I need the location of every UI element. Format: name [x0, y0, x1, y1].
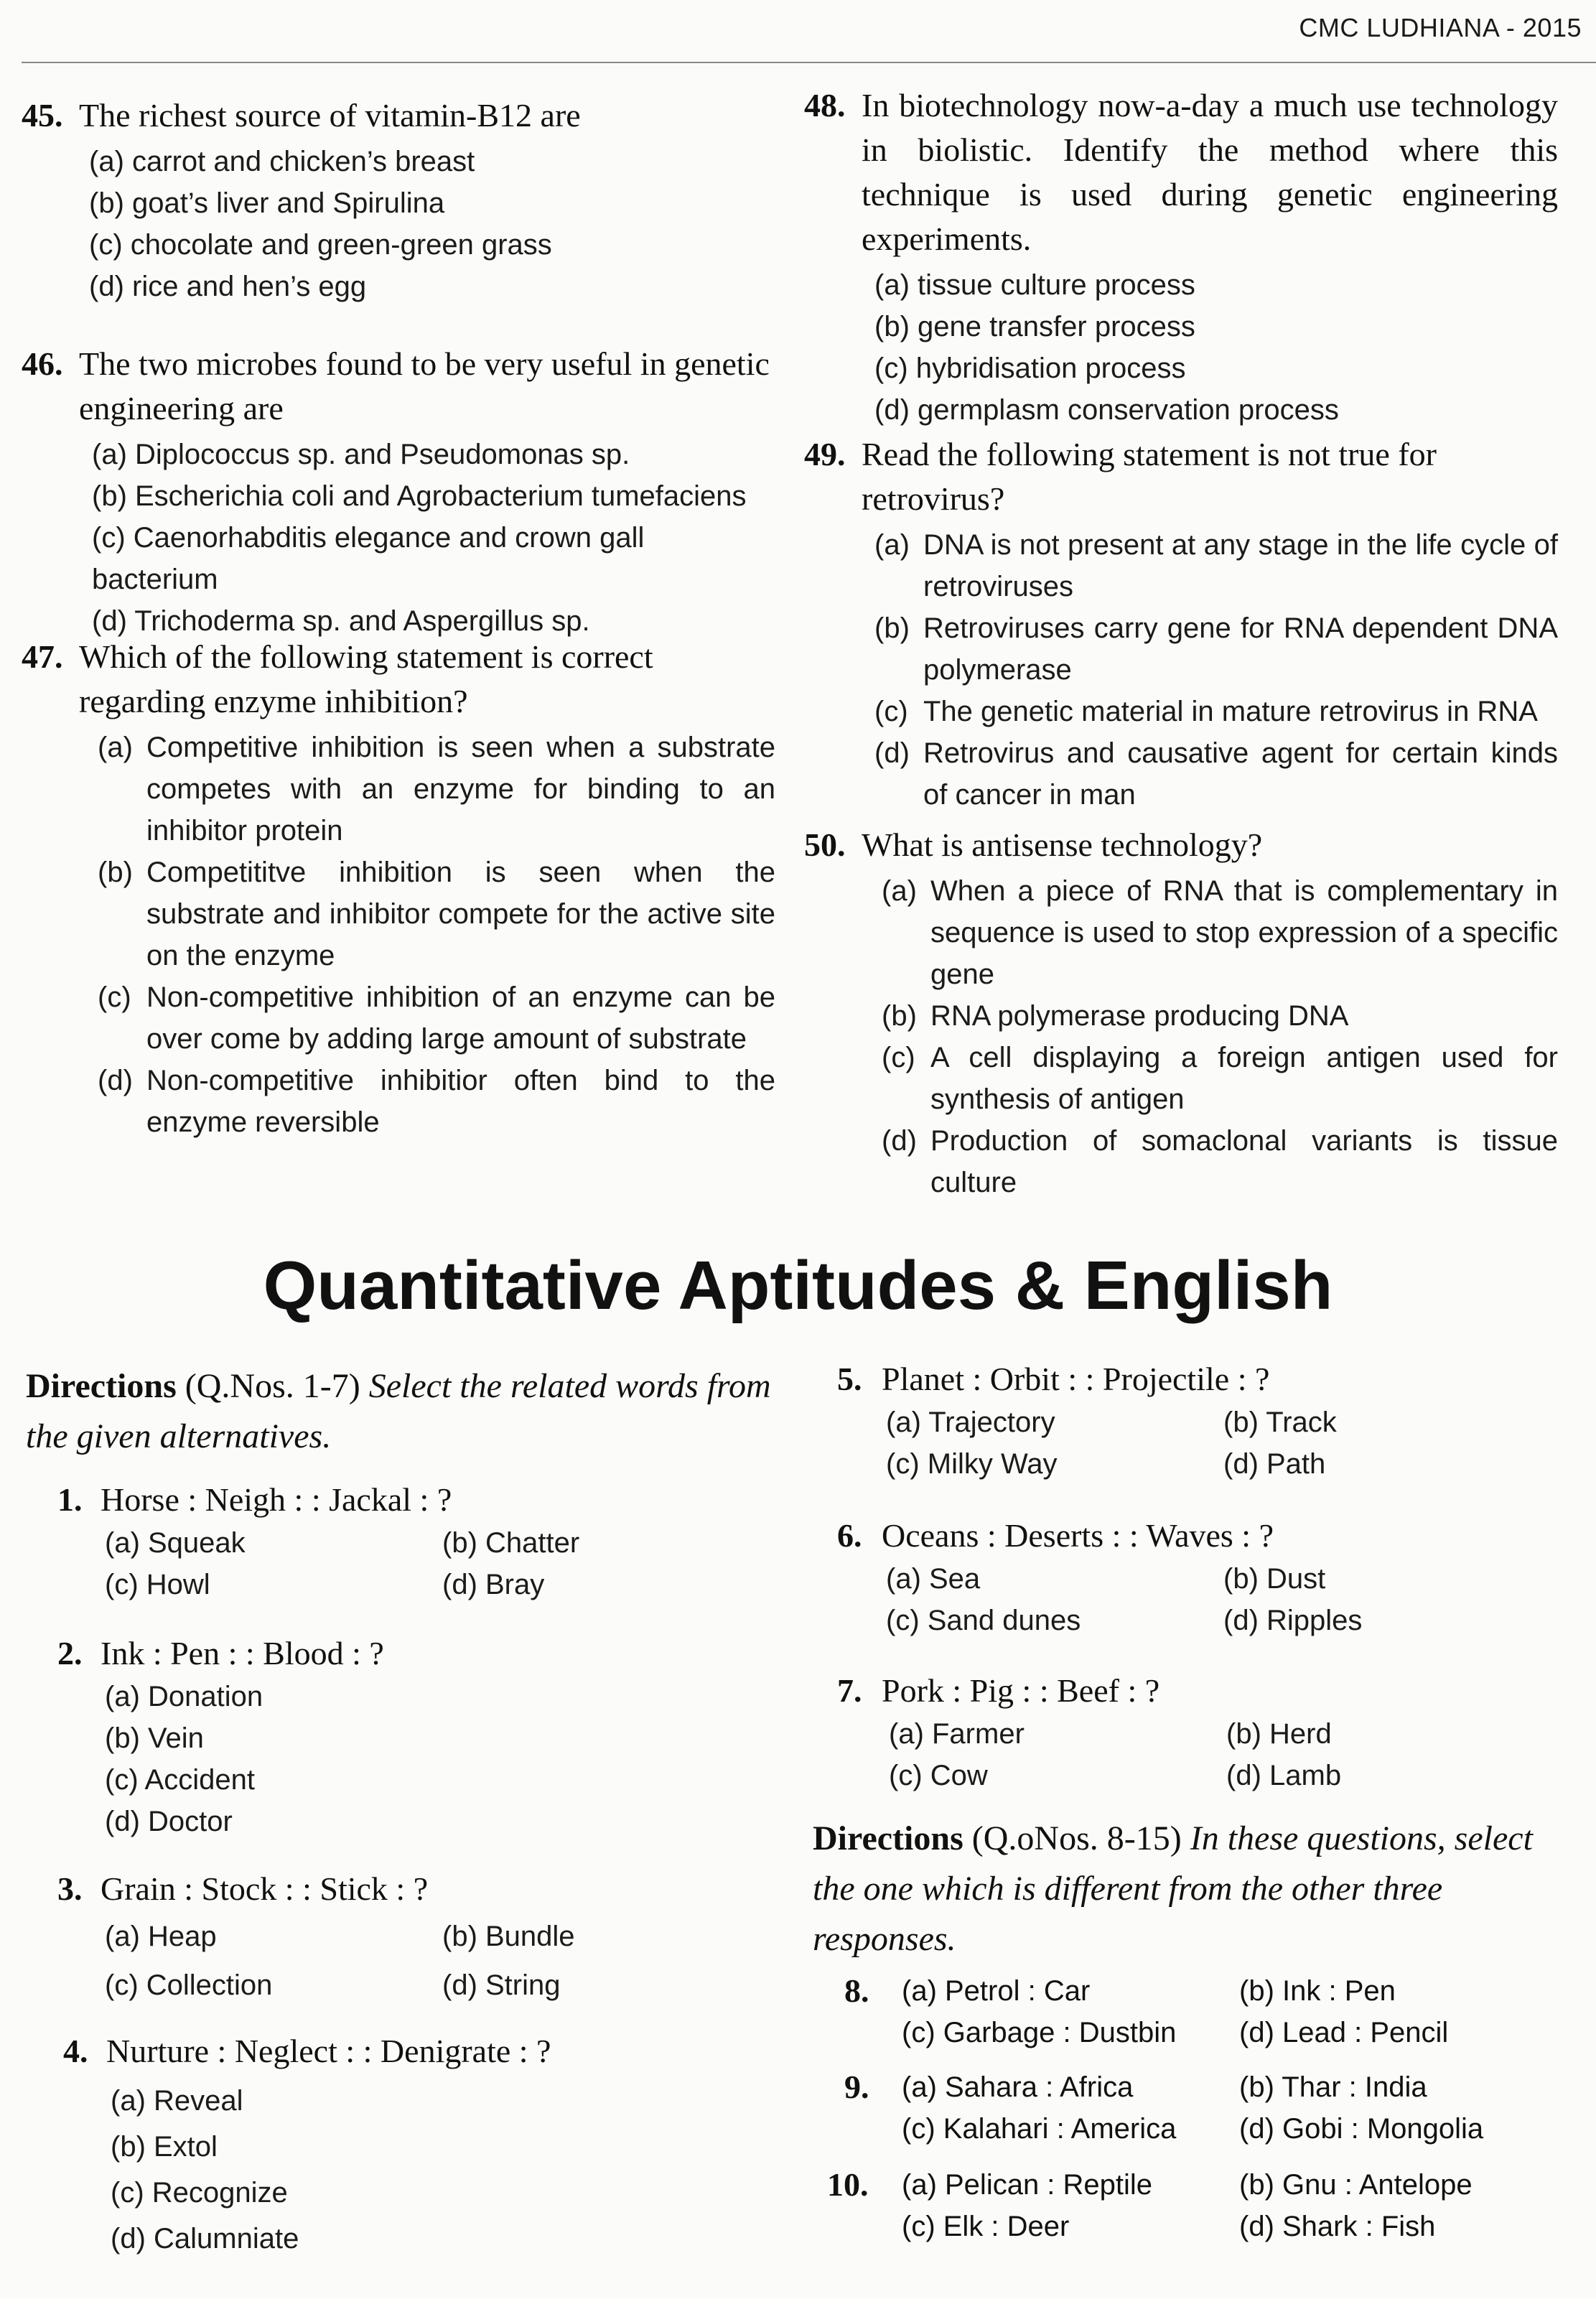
question-number: 47.: [22, 638, 63, 675]
option: (a) Pelican : Reptile: [902, 2169, 1153, 2201]
option: (d) Gobi : Mongolia: [1239, 2113, 1484, 2145]
option: (b) Herd: [1226, 1718, 1332, 1750]
directions-2: Directions (Q.oNos. 8-15) In these questions, select the one which is different from the other three responses.: [813, 1819, 1533, 1958]
directions-label: Directions: [26, 1367, 177, 1405]
question-10: 10. (a) Pelican : Reptile (b) Gnu : Antelope (c) Elk : Deer (d) Shark : Fish: [827, 2164, 1562, 2247]
question-3: 3. Grain : Stock : : Stick : ? (a) Heap (b) Bundle (c) Collection (d) String: [57, 1867, 775, 2006]
option: (c) Garbage : Dustbin: [902, 2017, 1177, 2048]
question-48: [804, 83, 1558, 431]
option: (b) Chatter: [442, 1527, 580, 1559]
question-49: [804, 432, 1558, 816]
option: (a) carrot and chicken’s breast: [89, 146, 475, 177]
option: (c) Milky Way: [886, 1448, 1058, 1480]
option: (b) Extol: [111, 2131, 218, 2163]
question-text: Read the following statement is not true for retrovirus?: [862, 436, 1437, 517]
option: (d) Lamb: [1226, 1760, 1342, 1791]
header-divider: [22, 62, 1596, 63]
option: (d) Shark : Fish: [1239, 2211, 1436, 2242]
option: (a) Heap: [105, 1921, 217, 1952]
question-9: 9. (a) Sahara : Africa (b) Thar : India (c) Kalahari : America (d) Gobi : Mongolia: [844, 2066, 1562, 2150]
option: (a) tissue culture process: [874, 269, 1195, 301]
question-4: 4. Nurture : Neglect : : Denigrate : ? (a) Reveal (b) Extol (c) Recognize (d) Calumniate: [63, 2029, 781, 2262]
option: (b) Bundle: [442, 1921, 575, 1952]
option: (b) Ink : Pen: [1239, 1975, 1396, 2007]
option: (d) Trichoderma sp. and Aspergillus sp.: [92, 605, 590, 637]
question-5: 5. Planet : Orbit : : Projectile : ? (a) Trajectory (b) Track (c) Milky Way (d) Path: [837, 1357, 1555, 1485]
option: (d) Ripples: [1223, 1605, 1363, 1636]
option: (c) Elk : Deer: [902, 2211, 1070, 2242]
question-8: 8. (a) Petrol : Car (b) Ink : Pen (c) Garbage : Dustbin (d) Lead : Pencil: [844, 1970, 1562, 2053]
option: (c) Kalahari : America: [902, 2113, 1177, 2145]
option: (c) Sand dunes: [886, 1605, 1081, 1636]
option: (c) chocolate and green-green grass: [89, 229, 552, 261]
option: (d) Bray: [442, 1569, 545, 1600]
option: (b) Retroviruses carry gene for RNA dependent DNA polymerase: [874, 612, 1558, 686]
question-text: Which of the following statement is correct regarding enzyme inhibition?: [79, 638, 653, 719]
option: (b) Dust: [1223, 1563, 1326, 1595]
option: (d) Calumniate: [111, 2223, 299, 2254]
option: (a) When a piece of RNA that is complementary in sequence is used to stop expression of a specific gene: [882, 875, 1558, 990]
option: (d) Path: [1223, 1448, 1326, 1480]
option: (b) Thar : India: [1239, 2071, 1427, 2103]
option: (a) Petrol : Car: [902, 1975, 1091, 2007]
option: (d) Production of somaclonal variants is tissue culture: [882, 1125, 1558, 1198]
option: (c) A cell displaying a foreign antigen used for synthesis of antigen: [882, 1042, 1558, 1115]
option: (d) rice and hen’s egg: [89, 271, 367, 302]
option: (c) Howl: [105, 1569, 210, 1600]
option: (c) Collection: [105, 1969, 273, 2001]
option: (d) germplasm conservation process: [874, 394, 1339, 426]
question-47: [22, 635, 775, 1143]
question-number: 46.: [22, 345, 63, 382]
option: (a) Donation: [105, 1681, 263, 1712]
question-2: 2. Ink : Pen : : Blood : ? (a) Donation (b) Vein (c) Accident (d) Doctor: [57, 1631, 775, 1842]
question-text: What is antisense technology?: [862, 826, 1263, 863]
option: (a) DNA is not present at any stage in the life cycle of retroviruses: [874, 529, 1558, 602]
option: (a) Sea: [886, 1563, 981, 1595]
option: (c) Non-competitive inhibition of an enzyme can be over come by adding large amount of substrate: [98, 981, 775, 1055]
option: (a) Sahara : Africa: [902, 2071, 1134, 2103]
option: (c) Recognize: [111, 2177, 288, 2209]
option: (a) Squeak: [105, 1527, 246, 1559]
option: (b) gene transfer process: [874, 311, 1195, 342]
question-6: 6. Oceans : Deserts : : Waves : ? (a) Sea (b) Dust (c) Sand dunes (d) Ripples: [837, 1514, 1555, 1641]
question-50: [804, 823, 1558, 1203]
option: (b) Escherichia coli and Agrobacterium tumefaciens: [92, 480, 747, 512]
option: (a) Trajectory: [886, 1407, 1055, 1438]
option: (b) Competititve inhibition is seen when the substrate and inhibitor compete for the active site on the enzyme: [98, 857, 775, 971]
option: (d) Doctor: [105, 1806, 233, 1837]
question-1: 1. Horse : Neigh : : Jackal : ? (a) Squeak (b) Chatter (c) Howl (d) Bray: [57, 1478, 775, 1605]
option: (c) hybridisation process: [874, 353, 1186, 384]
option: (a) Farmer: [889, 1718, 1025, 1750]
question-number: 48.: [804, 87, 846, 123]
option: (c) Cow: [889, 1760, 988, 1791]
option: (b) Gnu : Antelope: [1239, 2169, 1473, 2201]
question-45: [22, 93, 775, 307]
option: (c) Caenorhabditis elegance and crown gall bacterium: [92, 522, 645, 595]
option: (d) Retrovirus and causative agent for certain kinds of cancer in man: [874, 737, 1558, 811]
option: (b) Track: [1223, 1407, 1337, 1438]
section-title: Quantitative Aptitudes & English: [263, 1247, 1333, 1324]
option: (a) Competitive inhibition is seen when a substrate competes with an enzyme for binding to an inhibitor protein: [98, 732, 775, 847]
option: (b) goat’s liver and Spirulina: [89, 187, 445, 219]
question-number: 49.: [804, 436, 846, 472]
question-text: In biotechnology now-a-day a much use technology in biolistic. Identify the method where this technique is used during genetic engineering experiments.: [862, 87, 1558, 257]
option: (b) Vein: [105, 1722, 204, 1754]
option: (c) The genetic material in mature retrovirus in RNA: [874, 696, 1538, 727]
directions-label: Directions: [813, 1819, 963, 1857]
option: (a) Reveal: [111, 2085, 243, 2117]
option: (d) Non-competitive inhibitior often bind to the enzyme reversible: [98, 1065, 775, 1138]
option: (d) Lead : Pencil: [1239, 2017, 1449, 2048]
question-46: [22, 342, 775, 642]
question-number: 45.: [22, 97, 63, 134]
page-header: CMC LUDHIANA - 2015: [1299, 13, 1582, 42]
option: (d) String: [442, 1969, 561, 2001]
directions-1: Directions (Q.Nos. 1-7) Select the related words from the given alternatives.: [26, 1367, 771, 1455]
option: (a) Diplococcus sp. and Pseudomonas sp.: [92, 439, 630, 470]
question-number: 50.: [804, 826, 846, 863]
question-7: 7. Pork : Pig : : Beef : ? (a) Farmer (b) Herd (c) Cow (d) Lamb: [837, 1669, 1555, 1796]
question-text: The two microbes found to be very useful in genetic engineering are: [79, 345, 770, 426]
question-text: The richest source of vitamin-B12 are: [79, 97, 581, 134]
option: (c) Accident: [105, 1764, 255, 1796]
option: (b) RNA polymerase producing DNA: [882, 1000, 1349, 1032]
